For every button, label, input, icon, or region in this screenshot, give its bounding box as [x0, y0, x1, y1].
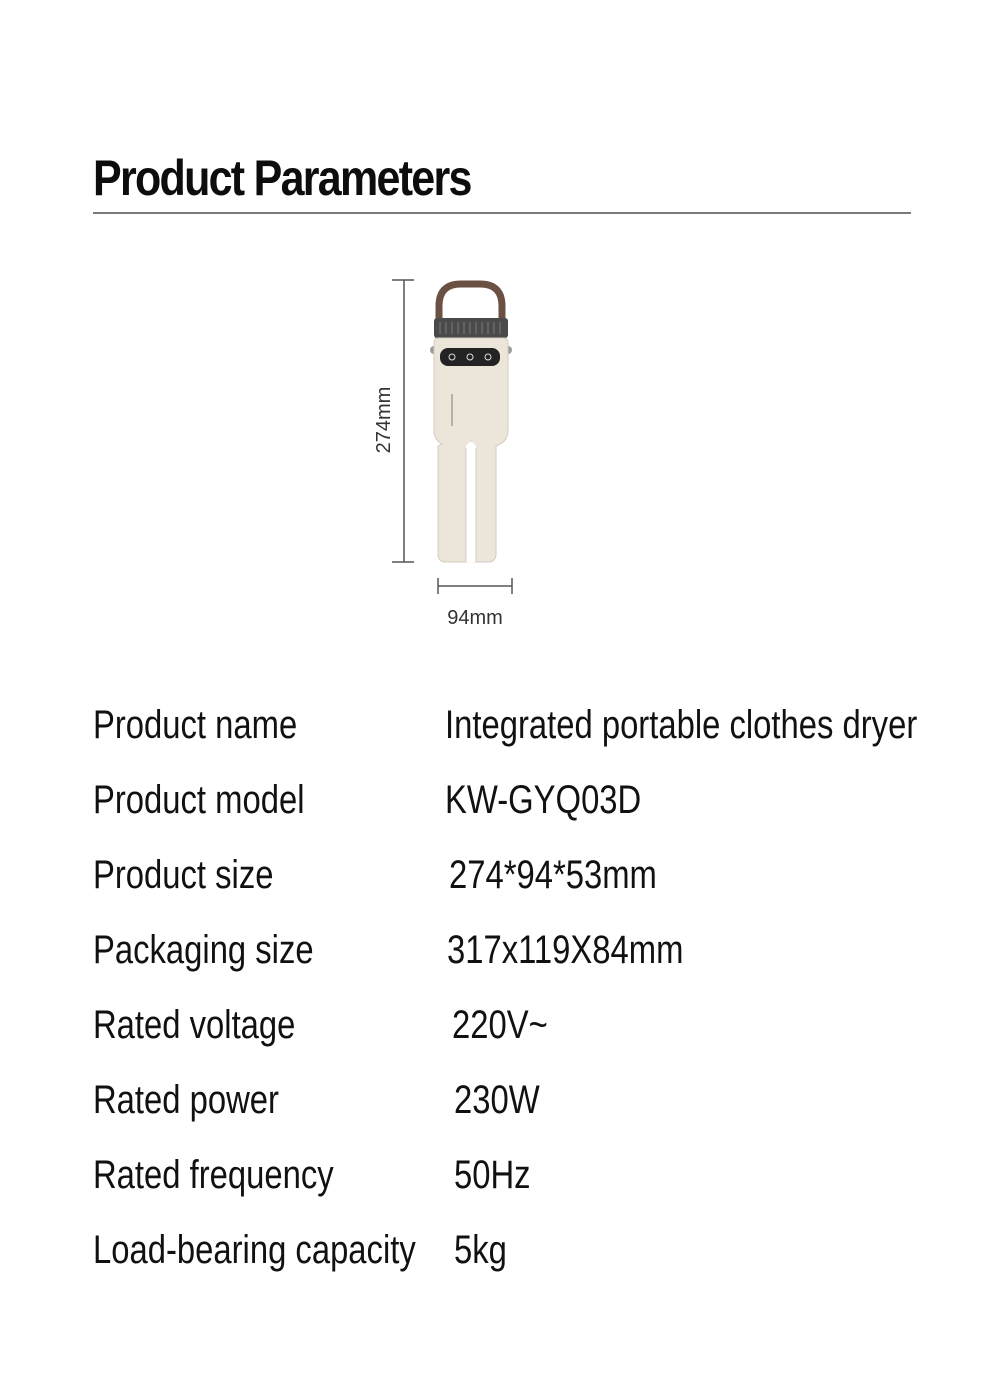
param-label: Packaging size [93, 928, 314, 972]
top-grille [434, 318, 508, 338]
param-value: 317x119X84mm [447, 928, 684, 972]
width-dimension-line [438, 578, 512, 594]
width-label: 94mm [447, 607, 503, 629]
param-value: 5kg [454, 1228, 507, 1272]
product-illustration [360, 270, 560, 640]
param-row-rated-power [93, 1065, 973, 1140]
param-label: Rated power [93, 1078, 279, 1122]
height-label: 274mm [373, 386, 395, 454]
param-label: Product size [93, 853, 274, 897]
param-value: 220V~ [452, 1003, 548, 1047]
param-value: 230W [454, 1078, 540, 1122]
param-row-load-bearing-capacity [93, 1215, 973, 1290]
product-figure [360, 270, 560, 640]
param-row-product-name [93, 690, 973, 765]
param-row-product-model [93, 765, 973, 840]
param-row-product-size [93, 840, 973, 915]
param-label: Rated voltage [93, 1003, 296, 1047]
param-label: Rated frequency [93, 1153, 334, 1197]
title-divider [93, 212, 911, 214]
param-row-rated-frequency [93, 1140, 973, 1215]
param-value: 274*94*53mm [449, 853, 657, 897]
param-label: Product model [93, 778, 305, 822]
parameter-table [93, 690, 973, 1290]
param-value: Integrated portable clothes dryer [445, 703, 918, 747]
param-value: KW-GYQ03D [445, 778, 642, 822]
param-row-rated-voltage [93, 990, 973, 1065]
height-dimension-line [392, 280, 414, 562]
param-label: Load-bearing capacity [93, 1228, 416, 1272]
param-row-packaging-size [93, 915, 973, 990]
param-label: Product name [93, 703, 298, 747]
param-value: 50Hz [454, 1153, 531, 1197]
page-title: Product Parameters [93, 150, 471, 206]
